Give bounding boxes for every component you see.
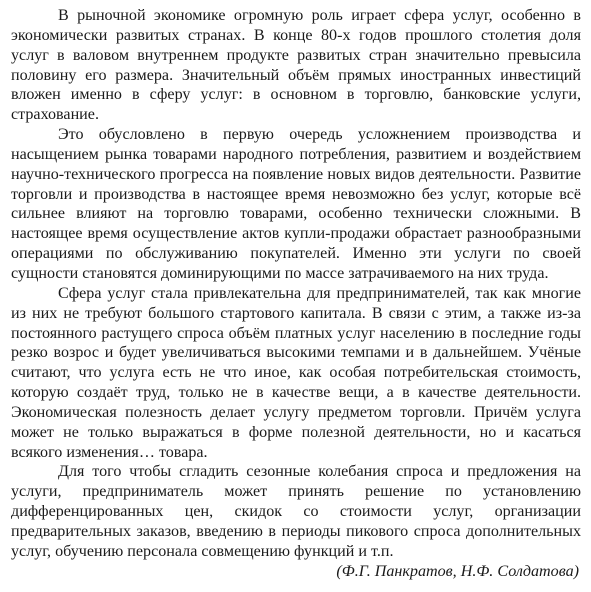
document-body bbox=[11, 6, 581, 581]
paragraph-1: В рыночной экономике огромную роль играет сфера услуг, особенно в экономически развитых странах. В конце 80-х годов прошлого столетия доля услуг в валовом внутреннем продукте развитых стран значительно превысила половину его размера. Значительный объём прямых иностранных инвестиций вложен именно в сферу услуг: в основном в торговлю, банковские услуги, страхование. bbox=[11, 7, 581, 124]
paragraph-3: Сфера услуг стала привлекательна для предпринимателей, так как многие из них не требуют большого стартового капитала. В связи с этим, а также из-за постоянного растущего спроса объём платных услуг населению в последние годы резко возрос и будет увеличиваться высокими темпами и в дальнейшем. Учёные считают, что услуга есть не что иное, как особая потребительская стоимость, которую создаёт труд, только не в качестве вещи, а в качестве деятельности. Экономическая полезность делает услугу предметом торговли. Причём услуга может не только выражаться в форме полезной деятельности, но и касаться всякого изменения… товара. bbox=[11, 284, 581, 461]
source-attribution: (Ф.Г. Панкратов, Н.Ф. Солдатова) bbox=[336, 562, 579, 580]
paragraph-4: Для того чтобы сгладить сезонные колебания спроса и предложения на услуги, предприниматель может принять решение по установлению дифференцированных цен, скидок со стоимости услуг, организации предварительных заказов, введению в периоды пикового спроса дополнительных услуг, обучению персонала совмещению функций и т.п. bbox=[11, 463, 581, 560]
paragraph-2: Это обусловлено в первую очередь усложнением производства и насыщением рынка товарами народного потребления, развитием и воздействием научно-технического прогресса на появление новых видов деятельности. Развитие торговли и производства в настоящее время невозможно без услуг, которые всё сильнее влияют на торговлю товарами, особенно технически сложными. В настоящее время осуществление актов купли-продажи обрастает разнообразными операциями по обслуживанию покупателей. Именно эти услуги по своей сущности становятся доминирующими по массе затрачиваемого на них труда. bbox=[11, 126, 581, 282]
